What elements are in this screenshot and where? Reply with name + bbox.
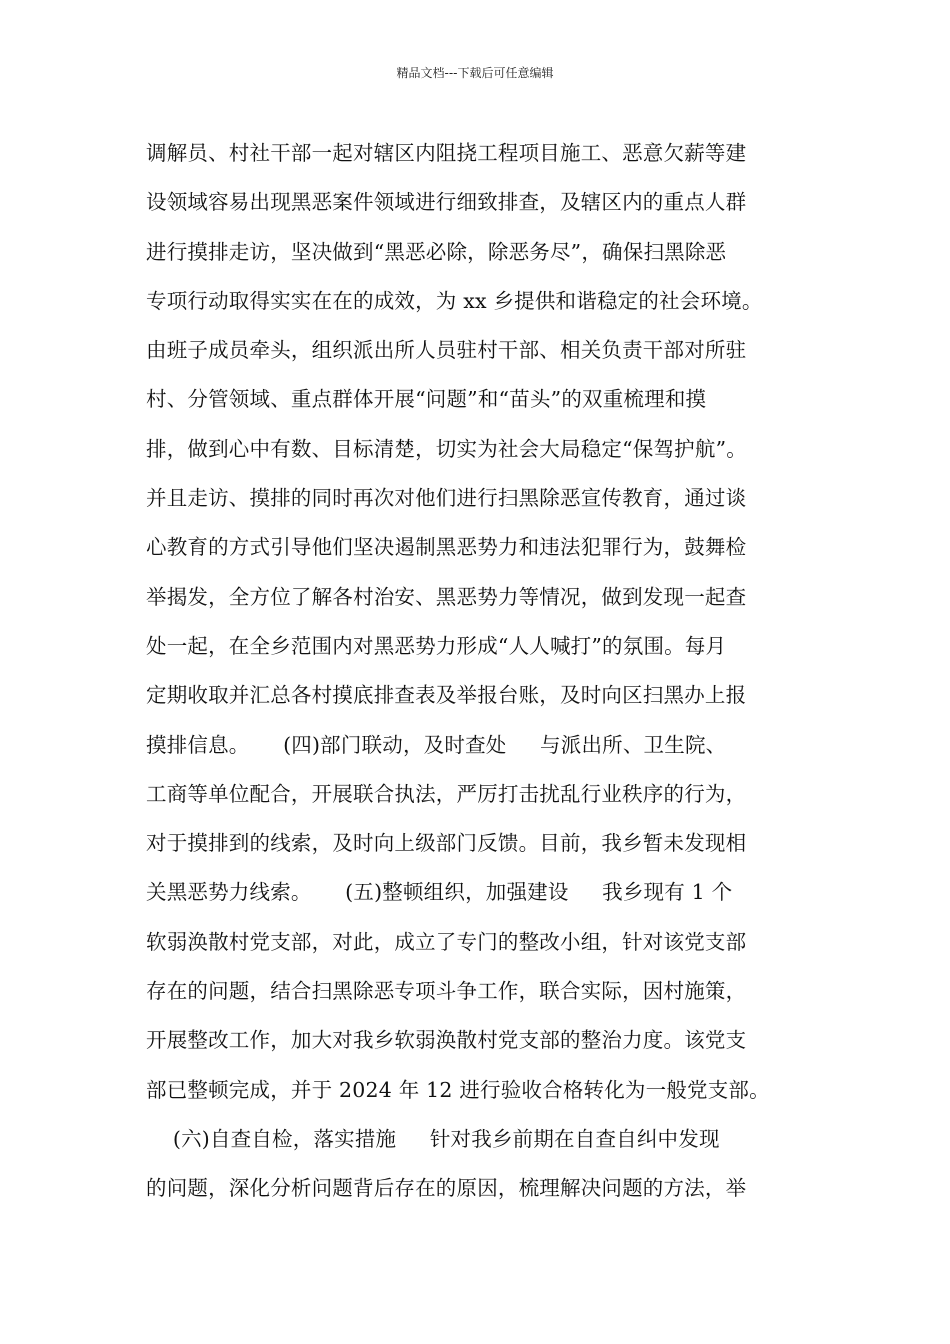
text-line: 由班子成员牵头，组织派出所人员驻村干部、相关负责干部对所驻 [146, 338, 747, 363]
text-line: 软弱涣散村党支部，对此，成立了专门的整改小组，针对该党支部 [146, 929, 747, 954]
text-line: 部已整顿完成，并于 2024 年 12 进行验收合格转化为一般党支部。 [146, 1077, 770, 1102]
text-line: 存在的问题，结合扫黑除恶专项斗争工作，联合实际，因村施策， [146, 979, 747, 1004]
text-line: 进行摸排走访，坚决做到“黑恶必除，除恶务尽”，确保扫黑除恶 [146, 239, 727, 264]
text-line: 村、分管领域、重点群体开展“问题”和“苗头”的双重梳理和摸 [146, 387, 707, 412]
text-line: 举揭发，全方位了解各村治安、黑恶势力等情况，做到发现一起查 [146, 584, 747, 609]
text-line: 摸排信息。 (四)部门联动，及时查处 与派出所、卫生院、 [146, 732, 727, 757]
text-line: 心教育的方式引导他们坚决遏制黑恶势力和违法犯罪行为，鼓舞检 [146, 535, 747, 560]
document-body [146, 133, 836, 1218]
text-line: 定期收取并汇总各村摸底排查表及举报台账，及时向区扫黑办上报 [146, 683, 747, 708]
text-line: 专项行动取得实实在在的成效，为 xx 乡提供和谐稳定的社会环境。 [146, 288, 763, 313]
page-header: 精品文档---下载后可任意编辑 [396, 66, 554, 80]
text-line: 对于摸排到的线索，及时向上级部门反馈。目前，我乡暂未发现相 [146, 831, 747, 856]
text-line: 处一起，在全乡范围内对黑恶势力形成“人人喊打”的氛围。每月 [146, 633, 727, 658]
text-line: 并且走访、摸排的同时再次对他们进行扫黑除恶宣传教育，通过谈 [146, 486, 747, 511]
text-line: 排，做到心中有数、目标清楚，切实为社会大局稳定“保驾护航”。 [146, 436, 747, 461]
text-line: 关黑恶势力线索。 (五)整顿组织，加强建设 我乡现有 1 个 [146, 880, 733, 905]
text-line: (六)自查自检，落实措施 针对我乡前期在自查自纠中发现 [146, 1126, 720, 1151]
text-line: 工商等单位配合，开展联合执法，严厉打击扰乱行业秩序的行为， [146, 781, 747, 806]
text-line: 调解员、村社干部一起对辖区内阻挠工程项目施工、恶意欠薪等建 [146, 141, 747, 165]
text-line: 的问题，深化分析问题背后存在的原因，梳理解决问题的方法，举 [146, 1176, 747, 1201]
text-line: 开展整改工作，加大对我乡软弱涣散村党支部的整治力度。该党支 [146, 1028, 747, 1053]
text-line: 设领域容易出现黑恶案件领域进行细致排查，及辖区内的重点人群 [146, 190, 747, 215]
